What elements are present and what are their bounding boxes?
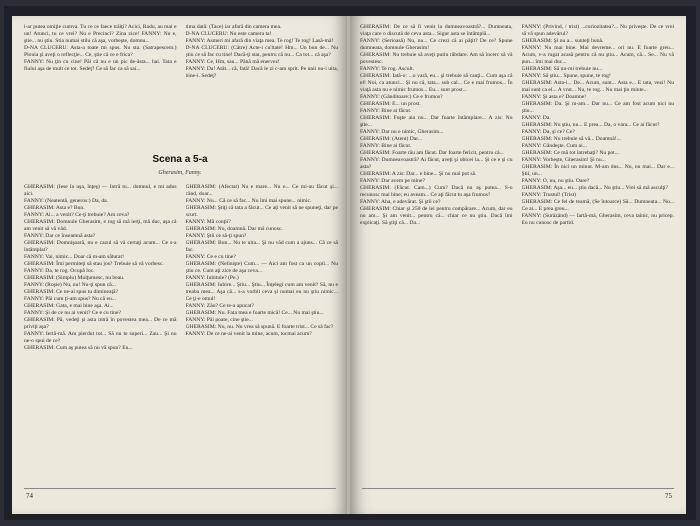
dialogue-line: D-NA CLUCERU: Nu este camera ta!	[185, 31, 272, 37]
dialogue-line: GHERASIM: (Afectat) Nu e mare... Nu e... Ce mi-au făcut şi... când, doar...	[185, 184, 338, 197]
dialogue-line: FANNY: Dar ce înseamnă asta?	[24, 233, 96, 239]
open-book	[4, 6, 696, 520]
dialogue-line: FANNY: Nu... Că ce să fac... Nu îmi mai spune... nimic.	[185, 198, 312, 204]
dialogue-line: FANNY: Bine ai făcut.	[360, 143, 412, 149]
dialogue-line: FANNY: O, nu, nu ştiu. Oare?	[521, 178, 590, 184]
dialogue-line: GHERASIM: Domnişoară, nu e cazul să vă certaţi acum... Ce s-a întâmplat?	[24, 240, 177, 253]
dialogue-line: FANNY: Da, te rog. Ocupă loc.	[24, 268, 95, 274]
dialogue-line: GHERASIM: Domnule Gherasim, e rog să mă ierţi, mă duc, aşa că am venit să vă văd.	[24, 219, 177, 232]
right-col-1	[360, 24, 513, 484]
dialogue-line: GHERASIM: Nu ştiu, nu... E prea... Da, o vara... Ce ai făcut?	[521, 122, 660, 128]
dialogue-line: GHERASIM: Îmi permiteţi să stau jos? Trebuie să vă vorbesc.	[24, 261, 164, 267]
right-columns	[360, 24, 674, 484]
right-col-2	[522, 24, 675, 484]
dialogue-line: GHERASIM: Aşa... eu... ştiu dacă... Nu ştiu... Vrei să mă asculţi?	[521, 185, 669, 191]
dialogue-line: FANNY: (Roşie) Nu, nu! Nu-ţi spun că...	[24, 282, 116, 288]
dialogue-line: FANNY: Să ştiu... Spune, spune, te rog!	[521, 73, 611, 79]
dialogue-line: FANNY: Aha, e adevărat. Şi ştii ce?	[360, 199, 441, 205]
dialogue-line: GHERASIM: În nici un minut. M-am dus... Nu, nu mai... Dar e... Ştii, un...	[521, 164, 674, 177]
dialogue-line: GHERASIM: Iubire... Ştiu... Ştiu... Înţelegi cum am venit? Să, nu e treaba mea... Aşa că... s-a vorbit ceva şi numai eu nu ştiu nimic... Ce ţi-e omul!	[185, 282, 338, 302]
dialogue-line: D-NA CLUCERU: Asta-a toate mi spus. Nu sta. (Satrapescem.) Plouia şi aveţi o reflecţie... Ce, ştie că ce e frica?	[24, 45, 177, 58]
dialogue-line: GHERASIM: (Nelinişte) Cum... — Aici am fost ca un copil... Nu ştiu ce. Cum aţi zice de aşa ceva...	[185, 261, 338, 274]
dialogue-line: FANNY: De ce ne-ai venit la mine, acum, tocmai acum?	[185, 331, 312, 337]
dialogue-line: FANNY: Mă conţii?	[185, 219, 231, 225]
left-bottom-columns	[24, 184, 338, 484]
dialogue-line: FANNY: Iubitule? (Pe.)	[185, 275, 239, 281]
dialogue-line: GHERASIM: Asta e? Bun.	[24, 205, 85, 211]
dialogue-line: FANNY: Dar avem pe mine?	[360, 178, 425, 184]
dialogue-line: FANNY: Trustul! (Trist)	[521, 192, 577, 198]
dialogue-line: GHERASIM: Gata, e mai bine aşa. Ai...	[24, 303, 114, 309]
dialogue-line: FANNY: Bine ai făcut.	[360, 108, 412, 114]
dialogue-line: GHERASIM: Ce fel de teamă, (Se întoarce) Să... Dumneata... Nu... Ce ai... E prea greu...	[521, 199, 674, 212]
left-top-col-2	[186, 24, 339, 80]
dialogue-line: GHERASIM: Şi nu a... sunteţi bună.	[521, 38, 604, 44]
dialogue-line: GHERASIM: Nu trebuie să vă... Doamnă!...	[521, 136, 621, 142]
dialogue-line: FANNY: (Gânditoare:) Ce e frumos?	[360, 94, 443, 100]
left-bottom-col-2	[186, 184, 339, 484]
page-number-right: 75	[665, 492, 672, 500]
dialogue-line: FANNY: (Serioasă) Nu, nu... Ce crezi că ai păţit? De ce? Spune dumneata, domnule Gherasim!	[360, 38, 513, 51]
dialogue-line: GHERASIM: Nu trebuie să aveţi putin răbdare. Am să încerc să vă povestesc.	[360, 52, 513, 65]
dialogue-line: GHERASIM: Iată-o: ...o vară, eu... şi trebuie să cauţi... Cum aşa că el! Noi, ca atunci... Şi nu că, tata... sub cal... Ce e mai frumos... În viaţă asta nu e nimic frumos... Eu... sunt prost...	[360, 73, 513, 93]
dialogue-line: GHERASIM: (Făcut. Cam...) Cum? Dacă nu aş putea... S-o recunosc mai bine; eu aveam... Ce aţi făcut tu aşa frumos?	[360, 185, 513, 198]
dialogue-line: GHERASIM: (Atent) Dar...	[360, 136, 422, 142]
dialogue-line: FANNY: Dumneavoastră? Ai făcut, aveţi şi obicei la... Şi ce e şi cu asta?	[360, 157, 513, 170]
dialogue-line: FANNY: Vorbeşte, Gherasim! Şi nu...	[521, 157, 606, 163]
dialogue-line: GHERASIM: Nu. Fata mea e foarte mică! Ce... Nu mai ştiu...	[185, 310, 324, 316]
dialogue-line: GHERASIM: Asta-i... De... Acum, sunt... Asta e... E tata, vezi! Nu mai sunt ca el... A vrut... Nu, te rog... Nu mai ţin minte...	[521, 80, 674, 93]
dialogue-line: GHERASIM: Să nu-mi trebuie nu...	[521, 66, 603, 72]
dialogue-line: GHERASIM: Foarte rău am făcut. Dar foarte fericit, pentru că...	[360, 150, 504, 156]
dialogue-line: FANNY: Nu ţin cu cine! Păi că nu e un pic de-ăsta... hai. Tata e fiului aşa de mult ce tot. Sedeţ? Ce să fac ca să sai...	[24, 59, 177, 72]
dialogue-line: FANNY: (Surâzând) — Iartă-mă, Gherasim, ceva tainic, nu pricep. Eu nu cunosc de partid.	[521, 213, 674, 226]
dialogue-line: GHERASIM: (Iese în uşa, înţeş) — Intră tu... domnul, e mi adus aici.	[24, 184, 177, 197]
right-page	[350, 16, 686, 514]
left-page	[12, 16, 348, 514]
dialogue-line: FANNY: Şi de ce nu ai venit? Ce e cu tine?	[24, 310, 121, 316]
dialogue-line: FANNY: Nu mai bine. Mai devreme... ori nu. E foarte greu... Acum, v-a rugat acasă pentru că nu ştiu... Acum, că... Se... Nu vă pun... îmi mai duc...	[521, 45, 674, 65]
dialogue-line: GHERASIM: Ce ne-ai spus tu dimineaţă?	[24, 289, 118, 295]
dialogue-line: GHERASIM: Bun... Nu te uita... Şi nu văd cum a ajuns... Că ce să fac.	[185, 240, 338, 253]
dialogue-line: FANNY: Păi cum ţi-am spus? Nu că eu...	[24, 296, 116, 302]
dialogue-line: GHERASIM: Da. Şi m-am... Dar nu... Ce am fost acum nici nu ştiu...	[521, 101, 674, 114]
dialogue-line: D-NA CLUCERU: (Câtre) Acte-i cu'ltate! Hm... Un bun de... Nu ştiu ce să fac cu tine! Dacă-ţi stat, pentru că nu... Ca tot... că aşa?	[185, 45, 338, 58]
dialogue-line: GHERASIM: (Simplu) Mulţumesc, nu beau.	[24, 275, 125, 281]
dialogue-line: FANNY: Zău? Ce te-a apucat?	[185, 303, 254, 309]
dialogue-line: GHERASIM: Fuşte aia nu... Dar foarte întâmplare... A zis: Nu ştie...	[360, 115, 513, 128]
dialogue-line: GHERASIM: E... un prost.	[360, 101, 421, 107]
dialogue-line: GHERASIM: A zis: Dar... e bine... Şi nu mai pot să.	[360, 171, 477, 177]
left-bottom-col-1	[24, 184, 177, 484]
dialogue-line: FANNY: Asmeri mi afară din viaţa mea. Te rog! Te rog! Lasă-mă!	[185, 38, 334, 44]
dialogue-line: GHERASIM: Chiar şi 250 de lei pentru compărare... Acum, dar eu nu am... Şi am venit... pentru că... chiar ce nu ştiu. Dacă îmi explicaţi. Să ştiţi că... Da...	[360, 206, 513, 226]
dialogue-line: FANNY: Ştii ce să-ţi spun?	[185, 233, 247, 239]
dialogue-line: FANNY: (Neatentă, generos:) Da, da.	[24, 198, 109, 204]
dialogue-line: GHERASIM: Ce mă tot întrebaţi? Nu pot...	[521, 150, 619, 156]
dialogue-line: FANNY: Ce e cu tine?	[185, 254, 236, 260]
dialogue-line: FANNY: Da, şi ce? Ce?	[521, 129, 575, 135]
footer-rule	[24, 488, 336, 489]
dialogue-line: GHERASIM: De ce să fi venit la dumneavoastră?... Dumneata, viaţa care o discută de ceva asta... Sigur asta se întâmplă...	[360, 24, 513, 37]
dialogue-line: FANNY: Iertă-mă. Am pierdut tot... Să nu te superi... Zau... Şi nu ne-o spui de ce?	[24, 331, 177, 344]
left-top-col-1	[24, 24, 177, 80]
page-number-left: 74	[26, 492, 33, 500]
footer-rule	[362, 488, 674, 489]
left-top-columns	[24, 24, 338, 80]
dialogue-line: FANNY: Da.	[521, 115, 551, 121]
scene-heading: Scena a 5-a	[152, 154, 208, 165]
dialogue-line: tima dată: (Tace) iar afară din camera mea.	[185, 24, 282, 30]
scene-subheading: Gherasim, Fanny.	[158, 170, 202, 176]
dialogue-line: GHERASIM: Cum aş putea să nu vă spun? Eu...	[24, 345, 133, 351]
dialogue-line: FANNY: Vai, nimic... Doar că m-am săturat!	[24, 254, 124, 260]
dialogue-line: FANNY: Şi asta e? Doamne!	[521, 94, 587, 100]
dialogue-line: FANNY: Păi poate, cine ştie...	[185, 317, 253, 323]
dialogue-line: GHERASIM: Nu, doamnă. Dar mă cunosc.	[185, 226, 283, 232]
dialogue-line: FANNY: Da! Atât... că, fată! Dacă le zi c-am sprit. Pe unii nu-i uita, bine-i. Sedeţ?	[185, 66, 338, 79]
dialogue-line: GHERASIM: Ştiţi că tata a făcut... Ce aţi venit să ne spuneţi, dar pe scurt.	[185, 205, 338, 218]
dialogue-line: GHERASIM: Pă, vedeţi şi asta intră în povestea mea... De ce mă priviţi aşa?	[24, 317, 177, 330]
dialogue-line: FANNY: Ai... a venit? Ce-ţi trebuie? Am ceva?	[24, 212, 130, 218]
dialogue-line: GHERASIM: Nu, nu. Nu vrea să spună. E foarte trist... Ce să fac?	[185, 324, 334, 330]
dialogue-line: FANNY: (Privind, / trist) ...curiozitatea?... Nu priveşte. De ce vrei să vă spun adevărul?	[521, 24, 674, 37]
dialogue-line: FANNY: Te rog. Ascult.	[360, 66, 415, 72]
dialogue-line: i-ar putea omiţie cumva. Tu ce ce faece trăiţi? Acici, Radu, au mai e un! Atunci, tu ce vrei? Nu e Precinci? Zina zice! FANNY: Nu e, ştie... nu ştiu. Stia numai stilu că aşa, vorbeşte, domnu...	[24, 24, 177, 44]
dialogue-line: FANNY: Dar nu e nimic, Gherasim...	[360, 129, 444, 135]
dialogue-line: FANNY: Ce, Hm, sau... Până mă enervez!	[185, 59, 280, 65]
dialogue-line: FANNY: Gândeşte. Cum ai...	[521, 143, 587, 149]
